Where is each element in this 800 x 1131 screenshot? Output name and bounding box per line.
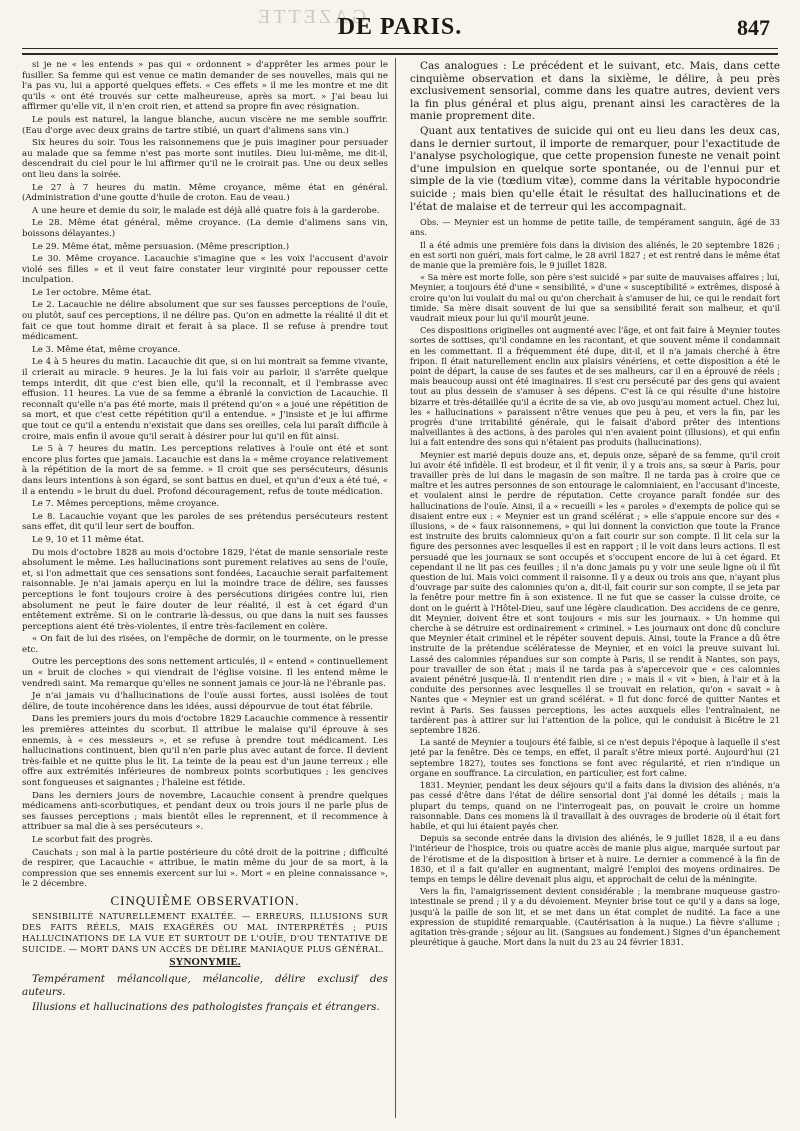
paragraph: Je n'ai jamais vu d'hallucinations de l'ouïe aussi fortes, aussi isolées de tout délire, de toute incohérence dans les idées, aussi dépourvue de tout état fébrile.	[22, 691, 388, 712]
synonymie-line: Illusions et hallucinations des pathologistes français et étrangers.	[32, 1001, 380, 1014]
paragraph: Le 1er octobre. Même état.	[32, 287, 152, 298]
paragraph: Le 28. Même état général, même croyance. (La demie d'alimens sans vin, boissons délayantes.)	[22, 218, 388, 239]
paragraph: Il a été admis une première fois dans la division des aliénés, le 20 septembre 1826 ; en est sorti non guéri, mais fort calme, le 28 avril 1827 ; et est rentré dans le même état de manie que la première fois, le 9 juillet 1828.	[410, 239, 780, 270]
synonymie-lines	[22, 973, 388, 1014]
column-divider	[395, 58, 396, 1118]
paragraph: Le 9, 10 et 11 même état.	[32, 534, 145, 545]
observation-summary: SENSIBILITÉ NATURELLEMENT EXALTÉE. — ERREURS, ILLUSIONS SUR DES FAITS RÉELS, MAIS EXAGÉRÉS OU MAL INTERPRÉTÉS ; PUIS HALLUCINATIONS DE LA VUE ET SURTOUT DE L'OUÏE, D'OU TENTATIVE DE SUICIDE. — MORT DANS UN ACCÈS DE DÉLIRE MANIAQUE PLUS GÉNÉRAL.	[22, 910, 388, 954]
paragraph: Meynier est marié depuis douze ans, et, depuis onze, séparé de sa femme, qu'il croit lui avoir été infidèle. Il est brodeur, et il fit venir, il y a trois ans, sa sœur à Paris, pour travailler près de lui dans le magasin de son maître. Il ne tarda pas à croire que ce maître et les autres personnes de son entourage le calomniaient, en l'accusant d'inceste, et voulaient ainsi le perdre de réputation. Cette croyance paraît fondée sur des hallucinations de l'ouïe. Ainsi, il a « recueilli » les « paroles » d'exempts de police qui se disaient entre eux : « Meynier est un grand scélérat ; » elle s'appuie encore sur des « illusions, » de « faux raisonnemens, » qui lui donnent la conviction que toute la France est instruite des bruits calomnieux qu'on a fait courir sur son compte. Il lit cela sur la figure des personnes avec lesquelles il est en rapport ; il le voit dans leurs actions. Il est persuadé que les journaux se sont occupés et s'occupent encore de lui à cet égard. Et cependant il ne lit pas ces feuilles ; il n'a donc jamais pu y voir une seule ligne où il fût question de lui. Mais voici comment il raisonne. Il y a deux ou trois ans que, n'ayant plus d'ouvrage par suite des calomnies qu'on a, dit-il, fait courir sur son compte, il se jeta par la fenêtre pour mettre fin à son existence. Il ne fut que se casser la cuisse droite, ce dont on le guérit à l'Hôtel-Dieu, sauf une légère claudication. Des accidens de ce genre, dit Meynier, doivent être et sont toujours « mis sur les journaux. » Un homme qui cherche à se détruire est ordinairement « criminel. » Les journaux ont donc dû conclure que Meynier était criminel et le répéter souvent depuis. Ainsi, toute la France a dû être instruite de la prétendue scélératesse de Meynier, et en voici la preuve suivant lui. Lassé des calomnies répandues sur son compte à Paris, il se rendit à Nantes, son pays, pour travailler de son état ; mais il ne tarda pas à s'apercevoir que « ces calomnies avaient pénétré jusque-là. Il n'entendit rien dire ; » mais il « vit » bien, à l'air et à la conduite des personnes avec lesquelles il se trouvait en relation, qu'on « savait » à Nantes que « Meynier est un grand scélérat. » Il fut donc forcé de quitter Nantes et revint à Paris. Ses fausses perceptions, les actes auxquels elles l'entraînaient, ne tardèrent pas à attirer sur lui l'attention de la police, qui le conduisit à Bicêtre le 21 septembre 1826.	[410, 449, 780, 736]
paragraph: Le pouls est naturel, la langue blanche, aucun viscère ne me semble souffrir. (Eau d'orge avec deux grains de tartre stibié, un quart d'alimens sans vin.)	[22, 114, 388, 136]
paragraph: A une heure et demie du soir, le malade est déjà allé quatre fois à la garderobe.	[32, 205, 380, 216]
paragraph: si je ne « les entends » pas qui « ordonnent » d'apprêter les armes pour le fusiller. Sa femme qui est venue ce matin demander de ses nouvelles, mais qui ne l'a pas vu, lui a apporté quelques effets. « Ces effets » il me les montre et me dit qu'ils « ont été trouvés sur cette malheureuse, après sa mort. » J'ai beau lui affirmer qu'elle vit, il n'en croit rien, et attend sa propre fin avec résignation.	[22, 60, 388, 113]
bleed-through-text: GAZETTE	[255, 6, 366, 28]
paragraph: Cas analogues : Le précédent et le suivant, etc. Mais, dans cette cinquième observation et dans la sixième, le délire, à peu près exclusivement sensorial, comme dans les quatre autres, devient vers la fin plus général et plus aigu, prenant ainsi les caractères de la manie proprement dite.	[410, 60, 780, 123]
paragraph: Le 30. Même croyance. Lacauchie s'imagine que « les voix l'accusent d'avoir violé ses filles » et il veut faire constater leur virginité pour repousser cette inculpation.	[22, 254, 388, 286]
observation-heading: CINQUIÈME OBSERVATION.	[110, 892, 300, 908]
paragraph: « Sa mère est morte folle, son père s'est suicidé » par suite de mauvaises affaires ; lui, Meynier, a toujours été d'une « sensibilité, » d'une « susceptibilité » extrêmes, disposé à croire qu'on lui voulait du mal ou qu'on cherchait à s'amuser de lui, ce qui le rendait fort timide. Sa mère disait souvent de lui que sa sensibilité ferait son malheur, et qu'il vaudrait mieux pour lui qu'il mourût jeune.	[410, 272, 780, 323]
paragraph: Le 27 à 7 heures du matin. Même croyance, même état en général. (Administration d'une goutte d'huile de croton. Eau de veau.)	[22, 182, 388, 204]
left-paragraphs	[22, 60, 388, 890]
paragraph: La santé de Meynier a toujours été faible, si ce n'est depuis l'époque à laquelle il s'est jeté par la fenêtre. Dès ce temps, en effet, il paraît s'être mieux porté. Aujourd'hui (21 septembre 1827), toutes ses fonctions se font avec régularité, et rien n'indique un organe en souffrance. La circulation, en particulier, est fort calme.	[410, 737, 780, 778]
page-number: 847	[737, 15, 770, 40]
paragraph: Du mois d'octobre 1828 au mois d'octobre 1829, l'état de manie sensoriale reste absolument le même. Les hallucinations sont purement relatives au sens de l'ouïe, et, si l'on admettait que ces sensations sont fondées, Lacauchie serait parfaitement raisonnable. Je n'ai jamais aperçu en lui la moindre trace de délire, ses fausses perceptions le font toujours croire à des persécutions dirigées contre lui, rien absolument ne peut le faire douter de leur réalité, il est à cet égard d'un entêtement extrême. Si on le contrarie là-dessus, ou que dans la nuit ses fausses perceptions aient été très-violentes, il entre très-facilement en colère.	[22, 547, 388, 632]
paragraph: Le 4 à 5 heures du matin. Lacauchie dit que, si on lui montrait sa femme vivante, il crierait au miracle. 9 heures. Je la lui fais voir au parloir, il s'arrête quelque temps interdit, dit que c'est bien elle, qu'il la reconnaît, et il l'embrasse avec effusion. 11 heures. La vue de sa femme a ébranlé la conviction de Lacauchie. Il reconnaît qu'elle n'a pas été morte, mais il prétend qu'on « a joué une répétition de sa mort, et que c'est cette répétition qu'il a entendue. » J'insiste et je lui affirme que tout ce qu'il a entendu n'existait que dans ses oreilles, cela lui paraît difficile à croire, mais enfin il avoue qu'il serait à désirer pour lui qu'il en fût ainsi.	[22, 357, 388, 442]
paragraph: Le scorbut fait des progrès.	[32, 834, 153, 845]
page-title: DE PARIS.	[337, 14, 463, 40]
paragraph: 1831. Meynier, pendant les deux séjours qu'il a faits dans la division des aliénés, n'a pas cessé d'être dans l'état de délire sensorial dont j'ai donné les détails ; mais la plupart du temps, quand on ne l'interrogeait pas, on pouvait le croire un homme raisonnable. Dans ces momens là il travaillait à des ouvrages de broderie où il était fort habile, et qui lui étaient payés cher.	[410, 780, 780, 831]
left-column	[22, 60, 388, 1120]
synonymie-heading: SYNONYMIE.	[169, 955, 241, 968]
right-observation-paragraphs	[410, 217, 780, 947]
right-column	[410, 60, 780, 1120]
paragraph: Obs. — Meynier est un homme de petite taille, de tempérament sanguin, âgé de 33 ans.	[410, 217, 780, 238]
header-rule-thick	[22, 53, 778, 55]
paragraph: Le 8. Lacauchie voyant que les paroles de ses prétendus persécuteurs restent sans effet, dit qu'il leur sert de bouffon.	[22, 511, 388, 533]
paragraph: Quant aux tentatives de suicide qui ont eu lieu dans les deux cas, dans le dernier surtout, il importe de remarquer, pour l'exactitude de l'analyse psychologique, que cette propension funeste ne venait point d'une impulsion en quelque sorte spontanée, ou de l'ennui pur et simple de la vie (tœdium vitæ), comme dans la véritable hypocondrie suicide ; mais bien qu'elle était le résultat des hallucinations et de l'état de malaise et de terreur qui les accompagnait.	[410, 124, 780, 213]
paragraph: Le 7. Mêmes perceptions, même croyance.	[32, 499, 220, 510]
paragraph: Outre les perceptions des sons nettement articulés, il « entend » continuellement un « bruit de cloches » qui viendrait de l'église voisine. Il les entend même le vendredi saint. Ma remarque qu'elles ne sonnent jamais ce jour-là ne l'ébranle pas.	[22, 657, 388, 689]
paragraph: Ces dispositions originelles ont augmenté avec l'âge, et ont fait faire à Meynier toutes sortes de sottises, qu'il condamne en les racontant, et que souvent même il condamnait en les commettant. Il a fréquemment été dupe, dit-il, et il n'a jamais cherché à être fripon. Il était naturellement enclin aux plaisirs vénériens, et cette disposition a été le point de départ, la cause de ses fautes et de ses malheurs, car il en a éprouvé de réels ; mais beaucoup aussi ont été imaginaires. Il s'est cru persécuté par des gens qui avaient tout au plus dessein de s'amuser à ses dépens. C'est là ce qui résulte d'une histoire bizarre et très-détaillée qu'il a écrite de sa vie, ab ovo jusqu'au moment actuel. Chez lui, les « hallucinations » paraissent n'être venues que peu à peu, et vers la fin, par les progrès d'une irritabilité générale, qui le faisait d'abord prêter des intentions malveillantes à des actions, à des paroles qui n'en avaient point (illusions), et qui enfin lui a fait entendre des sons qui n'étaient pas produits (hallucinations).	[410, 325, 780, 448]
paragraph: Le 2. Lacauchie ne délire absolument que sur ses fausses perceptions de l'ouïe, ou plutôt, sauf ces perceptions, il ne délire pas. Qu'on en admette la réalité il dit et fait ce que tout homme dirait et ferait à sa place. Il se refuse à prendre tout médicament.	[22, 300, 388, 343]
paragraph: Cauchats ; son mal à la partie postérieure du côté droit de la poitrine ; difficulté de respirer, que Lacauchie « attribue, le matin même du jour de sa mort, à la compression que ses ennemis exercent sur lui ». Mort « en pleine connaissance », le 2 décembre.	[22, 847, 388, 890]
synonymie-line: Tempérament mélancolique, mélancolie, délire exclusif des auteurs.	[22, 973, 388, 999]
paragraph: Depuis sa seconde entrée dans la division des aliénés, le 9 juillet 1828, il a eu dans l'intérieur de l'hospice, trois ou quatre accès de manie plus aigue, marquée surtout par de l'érotisme et de la disposition à briser et à nuire. Le dernier a commencé à la fin de 1830, et il a fait qu'aller en augmentant, malgré l'emploi des moyens ordinaires. De temps en temps le délire devenait plus aigu, et approchait de celui de la méningite.	[410, 833, 780, 884]
paragraph: Vers la fin, l'amaigrissement devient considérable ; la membrane muqueuse gastro-intestinale se prend ; il y a du dévoiement. Meynier brise tout ce qu'il y a dans sa loge, jusqu'à la paille de son lit, et se met dans un état complet de nudité. La face a une expression de stupidité remarquable. (Cautérisation à la nuque.) La fièvre s'allume ; agitation très-grande ; séjour au lit. (Sangsues au fondement.) Signes d'un épanchement pleurétique à gauche. Mort dans la nuit du 23 au 24 février 1831.	[410, 886, 780, 948]
paragraph: Dans les derniers jours de novembre, Lacauchie consent à prendre quelques médicamens anti-scorbutiques, et pendant deux ou trois jours il ne parle plus de ses fausses perceptions ; mais bientôt elles le reprennent, et il recommence à attribuer sa mal die à ses persécuteurs ».	[22, 790, 388, 833]
paragraph: Le 29. Même état, même persuasion. (Même prescription.)	[32, 241, 290, 252]
paragraph: Le 3. Même état, même croyance.	[32, 344, 181, 355]
paragraph: « On fait de lui des risées, on l'empêche de dormir, on le tourmente, on le presse etc.	[22, 634, 388, 655]
paragraph: Six heures du soir. Tous les raisonnemens que je puis imaginer pour persuader au malade que sa femme n'est pas morte sont inutiles. Dieu lui-même, me dit-il, descendrait du ciel pour le lui affirmer qu'il ne le croirait pas. Une ou deux selles ont lieu dans la soirée.	[22, 138, 388, 180]
header-rule	[22, 48, 778, 49]
paragraph: Dans les premiers jours du mois d'octobre 1829 Lacauchie commence à ressentir les premières atteintes du scorbut. Il attribue le malaise qu'il éprouve à ses ennemis, à « ces messieurs », et se refuse à prendre tout médicament. Les hallucinations continuent, bien qu'il n'en parle plus avec autant de force. Il devient très-faible et ne quitte plus le lit. La teinte de la peau est d'un jaune terreux ; elle offre aux extrémités inférieures de nombreux points scorbutiques ; les gencives sont fongueuses et saignantes ; l'haleine est fétide.	[22, 714, 388, 788]
paragraph: Le 5 à 7 heures du matin. Les perceptions relatives à l'ouïe ont été et sont encore plus fortes que jamais. Lacauchie est dans la « même croyance relativement à la répétition de la mort de sa femme. » Il croit que ses persécuteurs, désunis dans leurs intentions à son égard, se sont battus en duel, et qu'un d'eux a été tué, « il a entendu » le bruit du duel. Profond découragement, refus de toute médication.	[22, 444, 388, 497]
right-intro-paragraphs	[410, 60, 780, 213]
